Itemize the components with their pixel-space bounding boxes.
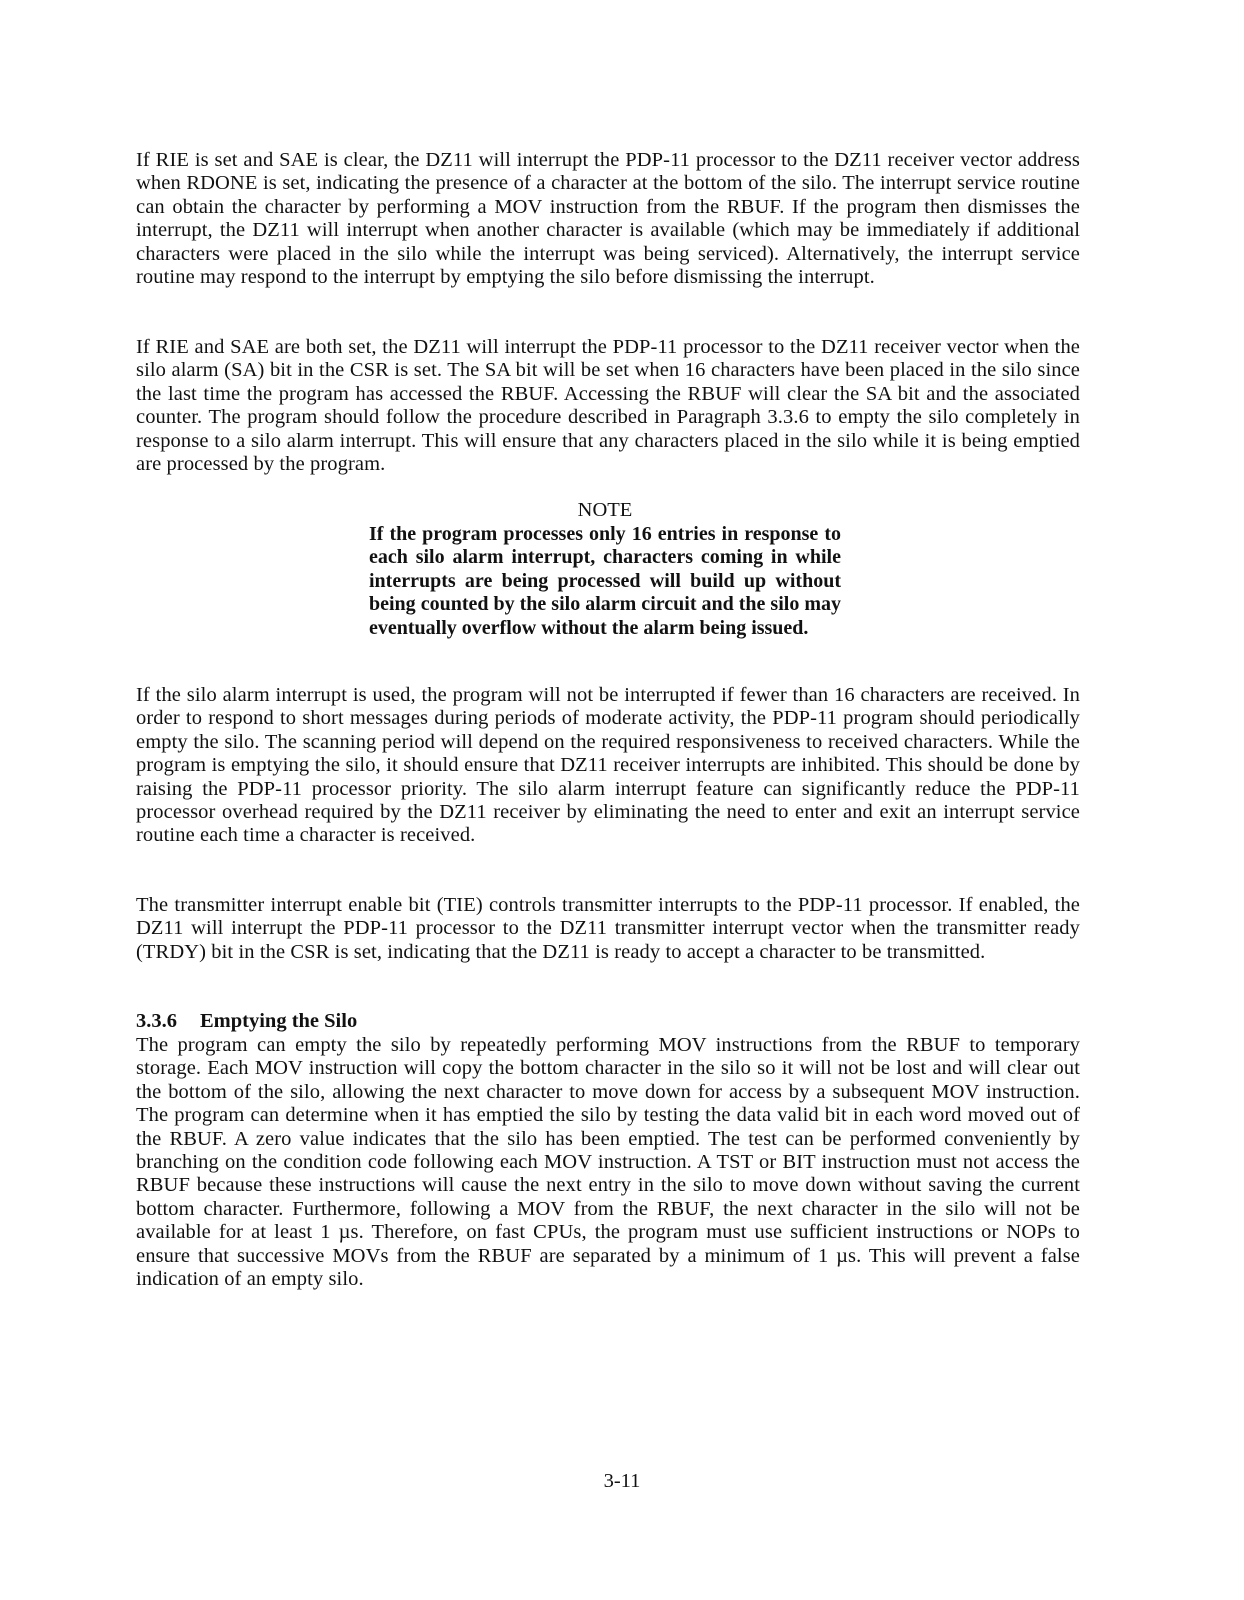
page-number: 3-11 <box>603 1470 641 1492</box>
note-body: If the program processes only 16 entries in response to each silo alarm interrupt, characters coming in while interrupts are being processed will build up without being counted by the silo alarm circuit and the silo may eventually overflow without the alarm being issued. <box>369 523 841 639</box>
section-number: 3.3.6 <box>136 1010 177 1032</box>
paragraph-rie-sae-both-set: If RIE and SAE are both set, the DZ11 will interrupt the PDP-11 processor to the DZ11 receiver vector when the silo alarm (SA) bit in the CSR is set. The SA bit will be set when 16 characters have been placed in the silo since the last time the program has accessed the RBUF. Accessing the RBUF will clear the SA bit and the associated counter. The program should follow the procedure described in Paragraph 3.3.6 to empty the silo completely in response to a silo alarm interrupt. This will ensure that any characters placed in the silo while it is being emptied are processed by the program. <box>136 336 1080 476</box>
section-heading <box>136 1010 357 1033</box>
paragraph-emptying-the-silo: The program can empty the silo by repeatedly performing MOV instructions from the RBUF to temporary storage. Each MOV instruction will copy the bottom character in the silo so it will not be lost and will clear out the bottom of the silo, allowing the next character to move down for access by a subsequent MOV instruction. The program can determine when it has emptied the silo by testing the data valid bit in each word moved out of the RBUF. A zero value indicates that the silo has been emptied. The test can be performed conveniently by branching on the condition code following each MOV instruction. A TST or BIT instruction must not access the RBUF because these instructions will cause the next entry in the silo to move down without saving the current bottom character. Furthermore, following a MOV from the RBUF, the next character in the silo will not be available for at least 1 µs. Therefore, on fast CPUs, the program must use sufficient instructions or NOPs to ensure that successive MOVs from the RBUF are separated by a minimum of 1 µs. This will prevent a false indication of an empty silo. <box>136 1034 1080 1291</box>
paragraph-rie-set-sae-clear: If RIE is set and SAE is clear, the DZ11 will interrupt the PDP-11 processor to the DZ11 receiver vector address when RDONE is set, indicating the presence of a character at the bottom of the silo. The interrupt service routine can obtain the character by performing a MOV instruction from the RBUF. If the program then dismisses the interrupt, the DZ11 will interrupt when another character is available (which may be immediately if additional characters were placed in the silo while the interrupt was being serviced). Alternatively, the interrupt service routine may respond to the interrupt by emptying the silo before dismissing the interrupt. <box>136 149 1080 289</box>
section-title: Emptying the Silo <box>200 1010 358 1032</box>
paragraph-silo-alarm-used: If the silo alarm interrupt is used, the program will not be interrupted if fewer than 16 characters are received. In order to respond to short messages during periods of moderate activity, the PDP-11 program should periodically empty the silo. The scanning period will depend on the required responsiveness to received characters. While the program is emptying the silo, it should ensure that DZ11 receiver interrupts are inhibited. This should be done by raising the PDP-11 processor priority. The silo alarm interrupt feature can significantly reduce the PDP-11 processor overhead required by the DZ11 receiver by eliminating the need to enter and exit an interrupt service routine each time a character is received. <box>136 684 1080 847</box>
note-box <box>369 499 841 640</box>
note-heading: NOTE <box>577 499 633 521</box>
paragraph-transmitter-interrupt: The transmitter interrupt enable bit (TIE) controls transmitter interrupts to the PDP-11 processor. If enabled, the DZ11 will interrupt the PDP-11 processor to the DZ11 transmitter interrupt vector when the transmitter ready (TRDY) bit in the CSR is set, indicating that the DZ11 is ready to accept a character to be transmitted. <box>136 894 1080 963</box>
